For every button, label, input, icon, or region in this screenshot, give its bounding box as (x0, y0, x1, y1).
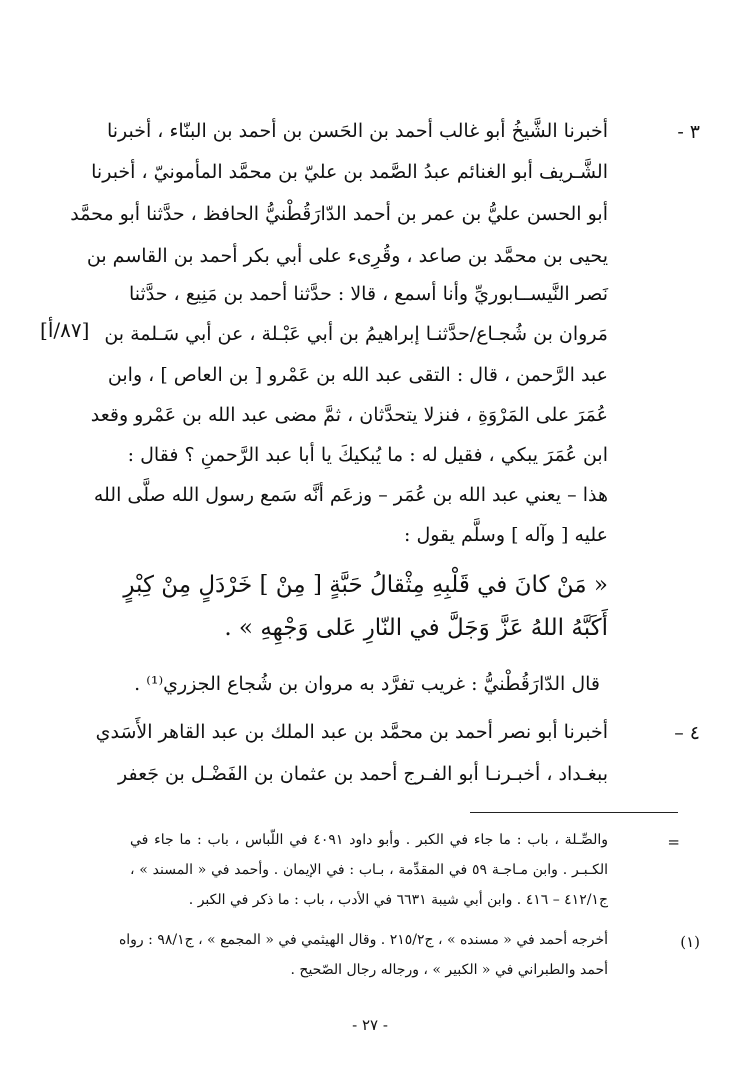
entry-number: ٤ – (674, 722, 700, 744)
text-line: يحيى بن محمَّد بن صاعد ، وقُرِىء على أبي بكر أحمد بن القاسم بن (86, 245, 608, 267)
text-line: هذا – يعني عبد الله بن عُمَر – وزعَم أنَّه سَمع رسول الله صلَّى الله (93, 484, 608, 506)
footnote-line: والصِّـلة ، باب : ما جاء في الكبر . وأبو داود ٤٠٩١ في اللّباس ، باب : ما جاء في (130, 832, 608, 848)
text-line: أخبرنا الشَّيخُ أبو غالب أحمد بن الحَسن بن أحمد بن البنّاء ، أخبرنا (106, 120, 608, 142)
footnote-line: الكـبـر . وابن مـاجـة ٥٩ في المقدِّمة ، بـاب : في الإيمان . وأحمد في « المسند » ، (130, 862, 609, 878)
text-line: ببغـداد ، أخبـرنـا أبو الفـرج أحمد بن عثمان بن الفَضْـل بن جَعفر (117, 763, 608, 785)
page-number: - ٢٧ - (352, 1016, 388, 1034)
text-line: مَروان بن شُجـاع/حدَّثنـا إبراهيمُ بن أبي عَبْـلة ، عن أبي سَـلمة بن (104, 323, 608, 345)
entry-number: ٣ - (677, 121, 700, 143)
footnote-marker: (١) (680, 933, 700, 951)
text-line: عليه [ وآله ] وسلَّم يقول : (404, 524, 608, 546)
text-line: عبد الرَّحمن ، قال : التقى عبد الله بن عَمْرو [ بن العاص ] ، وابن (107, 364, 608, 386)
text-line: عُمَرَ على المَرْوَةِ ، فنزلا يتحدَّثان ، ثمَّ مضى عبد الله بن عَمْرو وقعد (90, 404, 608, 426)
quote-line: « مَنْ كانَ في قَلْبِهِ مِثْقالُ حَبَّةٍ [ مِنْ ] خَرْدَلٍ مِنْ كِبْرٍ (123, 572, 608, 598)
text-line: ابن عُمَرَ يبكي ، فقيل له : ما يُبكيكَ يا أبا عبد الرَّحمنِ ؟ فقال : (127, 444, 608, 466)
closing-remark: قال الدّارَقُطْنيُّ : غريب تفرَّد به مروان بن شُجاع الجزري⁽¹⁾ . (134, 673, 600, 695)
text-line: أخبرنا أبو نصر أحمد بن محمَّد بن عبد الملك بن عبد القاهر الأَسَدي (95, 721, 608, 743)
footnote-line: أحمد والطبراني في « الكبير » ، ورجاله رجال الصّحيح . (290, 962, 608, 978)
manuscript-folio-marker: [٨٧/أ] (40, 318, 90, 342)
footnote-line: ج٤١٢/١ – ٤١٦ . وابن أبي شيبة ٦٦٣١ في الأدب ، باب : ما ذكر في الكبر . (188, 892, 608, 908)
text-line: نَصر النَّيســابوريِّ وأنا أسمع ، قالا : حدَّثنا أحمد بن مَنِيع ، حدَّثنا (128, 283, 608, 305)
footnote-divider (470, 812, 678, 813)
footnote-marker: = (667, 833, 680, 851)
footnote-line: أخرجه أحمد في « مسنده » ، ج٢١٥/٢ . وقال الهيثمي في « المجمع » ، ج٩٨/١ : رواه (118, 932, 608, 948)
text-line: أبو الحسن عليُّ بن عمر بن أحمد الدّارَقُطْنيُّ الحافظ ، حدَّثنا أبو محمَّد (70, 203, 608, 225)
text-line: الشَّـريف أبو الغنائم عبدُ الصَّمد بن عليّ بن محمَّد المأمونيّ ، أخبرنا (91, 161, 608, 183)
quote-line: أَكَبَّهُ اللهُ عَزَّ وَجَلَّ في النّارِ عَلى وَجْهِهِ » . (224, 615, 608, 641)
